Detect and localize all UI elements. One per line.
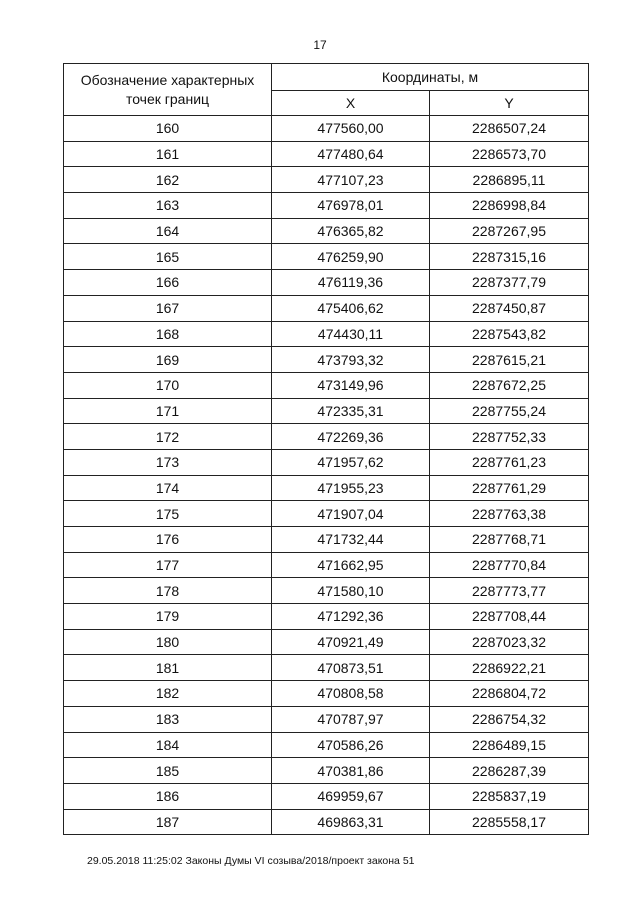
cell-point: 178 <box>64 578 272 604</box>
cell-point: 171 <box>64 398 272 424</box>
cell-y: 2285558,17 <box>430 809 589 835</box>
table-row <box>64 244 589 270</box>
table-row <box>64 732 589 758</box>
cell-y: 2287752,33 <box>430 424 589 450</box>
cell-point: 174 <box>64 475 272 501</box>
cell-point: 161 <box>64 141 272 167</box>
table-row <box>64 527 589 553</box>
cell-point: 179 <box>64 604 272 630</box>
cell-point: 164 <box>64 218 272 244</box>
cell-x: 472335,31 <box>272 398 430 424</box>
header-y: Y <box>430 91 589 116</box>
page-number: 17 <box>313 38 327 52</box>
cell-y: 2285837,19 <box>430 783 589 809</box>
footer-note: 29.05.2018 11:25:02 Законы Думы VI созыва/2018/проект закона 51 <box>87 855 415 867</box>
cell-y: 2287450,87 <box>430 295 589 321</box>
cell-point: 181 <box>64 655 272 681</box>
table-row <box>64 578 589 604</box>
table-row <box>64 655 589 681</box>
cell-x: 469863,31 <box>272 809 430 835</box>
cell-y: 2287761,29 <box>430 475 589 501</box>
table-row <box>64 424 589 450</box>
table-row <box>64 449 589 475</box>
header-x: X <box>272 91 430 116</box>
cell-x: 470873,51 <box>272 655 430 681</box>
cell-point: 176 <box>64 527 272 553</box>
table-row <box>64 295 589 321</box>
cell-point: 163 <box>64 193 272 219</box>
cell-x: 476119,36 <box>272 270 430 296</box>
table-row <box>64 681 589 707</box>
cell-y: 2287615,21 <box>430 347 589 373</box>
cell-x: 476978,01 <box>272 193 430 219</box>
cell-point: 172 <box>64 424 272 450</box>
cell-point: 185 <box>64 758 272 784</box>
cell-y: 2286754,32 <box>430 706 589 732</box>
cell-x: 473149,96 <box>272 372 430 398</box>
cell-y: 2287763,38 <box>430 501 589 527</box>
table-row <box>64 372 589 398</box>
cell-x: 475406,62 <box>272 295 430 321</box>
table-row <box>64 552 589 578</box>
cell-point: 160 <box>64 116 272 142</box>
table-body <box>64 116 589 835</box>
cell-x: 476365,82 <box>272 218 430 244</box>
cell-y: 2287377,79 <box>430 270 589 296</box>
header-point-designation: Обозначение характерных точек границ <box>64 64 272 116</box>
table-row <box>64 783 589 809</box>
cell-x: 473793,32 <box>272 347 430 373</box>
cell-point: 184 <box>64 732 272 758</box>
cell-y: 2286507,24 <box>430 116 589 142</box>
cell-x: 470381,86 <box>272 758 430 784</box>
cell-x: 477480,64 <box>272 141 430 167</box>
cell-y: 2286895,11 <box>430 167 589 193</box>
cell-x: 471907,04 <box>272 501 430 527</box>
header-row-top <box>64 64 589 91</box>
cell-y: 2287708,44 <box>430 604 589 630</box>
cell-x: 477107,23 <box>272 167 430 193</box>
cell-point: 167 <box>64 295 272 321</box>
table-row <box>64 193 589 219</box>
table-row <box>64 270 589 296</box>
cell-x: 471662,95 <box>272 552 430 578</box>
cell-y: 2287023,32 <box>430 629 589 655</box>
table-row <box>64 116 589 142</box>
cell-x: 471292,36 <box>272 604 430 630</box>
cell-x: 474430,11 <box>272 321 430 347</box>
cell-y: 2287543,82 <box>430 321 589 347</box>
table-row <box>64 475 589 501</box>
cell-x: 470787,97 <box>272 706 430 732</box>
table-row <box>64 809 589 835</box>
cell-y: 2286573,70 <box>430 141 589 167</box>
cell-y: 2287672,25 <box>430 372 589 398</box>
cell-point: 177 <box>64 552 272 578</box>
cell-point: 175 <box>64 501 272 527</box>
cell-point: 170 <box>64 372 272 398</box>
cell-y: 2287768,71 <box>430 527 589 553</box>
cell-y: 2286804,72 <box>430 681 589 707</box>
cell-point: 166 <box>64 270 272 296</box>
cell-x: 471955,23 <box>272 475 430 501</box>
cell-point: 165 <box>64 244 272 270</box>
table-row <box>64 398 589 424</box>
cell-point: 168 <box>64 321 272 347</box>
cell-y: 2287315,16 <box>430 244 589 270</box>
cell-point: 182 <box>64 681 272 707</box>
cell-y: 2287267,95 <box>430 218 589 244</box>
cell-y: 2287773,77 <box>430 578 589 604</box>
cell-point: 183 <box>64 706 272 732</box>
cell-x: 472269,36 <box>272 424 430 450</box>
table-row <box>64 629 589 655</box>
cell-point: 162 <box>64 167 272 193</box>
cell-x: 471957,62 <box>272 449 430 475</box>
table-row <box>64 141 589 167</box>
header-coordinates: Координаты, м <box>272 64 589 91</box>
table-row <box>64 604 589 630</box>
cell-x: 470586,26 <box>272 732 430 758</box>
cell-y: 2287761,23 <box>430 449 589 475</box>
coordinates-table <box>63 63 589 835</box>
table-row <box>64 321 589 347</box>
table-row <box>64 167 589 193</box>
cell-point: 173 <box>64 449 272 475</box>
cell-y: 2286998,84 <box>430 193 589 219</box>
table-header <box>64 64 589 116</box>
cell-x: 470921,49 <box>272 629 430 655</box>
cell-point: 186 <box>64 783 272 809</box>
table-row <box>64 758 589 784</box>
cell-x: 469959,67 <box>272 783 430 809</box>
cell-y: 2287755,24 <box>430 398 589 424</box>
table-row <box>64 218 589 244</box>
cell-y: 2286489,15 <box>430 732 589 758</box>
cell-point: 180 <box>64 629 272 655</box>
cell-x: 476259,90 <box>272 244 430 270</box>
table-row <box>64 347 589 373</box>
cell-x: 470808,58 <box>272 681 430 707</box>
cell-x: 471732,44 <box>272 527 430 553</box>
cell-y: 2287770,84 <box>430 552 589 578</box>
cell-y: 2286287,39 <box>430 758 589 784</box>
cell-x: 471580,10 <box>272 578 430 604</box>
cell-x: 477560,00 <box>272 116 430 142</box>
cell-y: 2286922,21 <box>430 655 589 681</box>
cell-point: 187 <box>64 809 272 835</box>
cell-point: 169 <box>64 347 272 373</box>
table-row <box>64 706 589 732</box>
table-row <box>64 501 589 527</box>
